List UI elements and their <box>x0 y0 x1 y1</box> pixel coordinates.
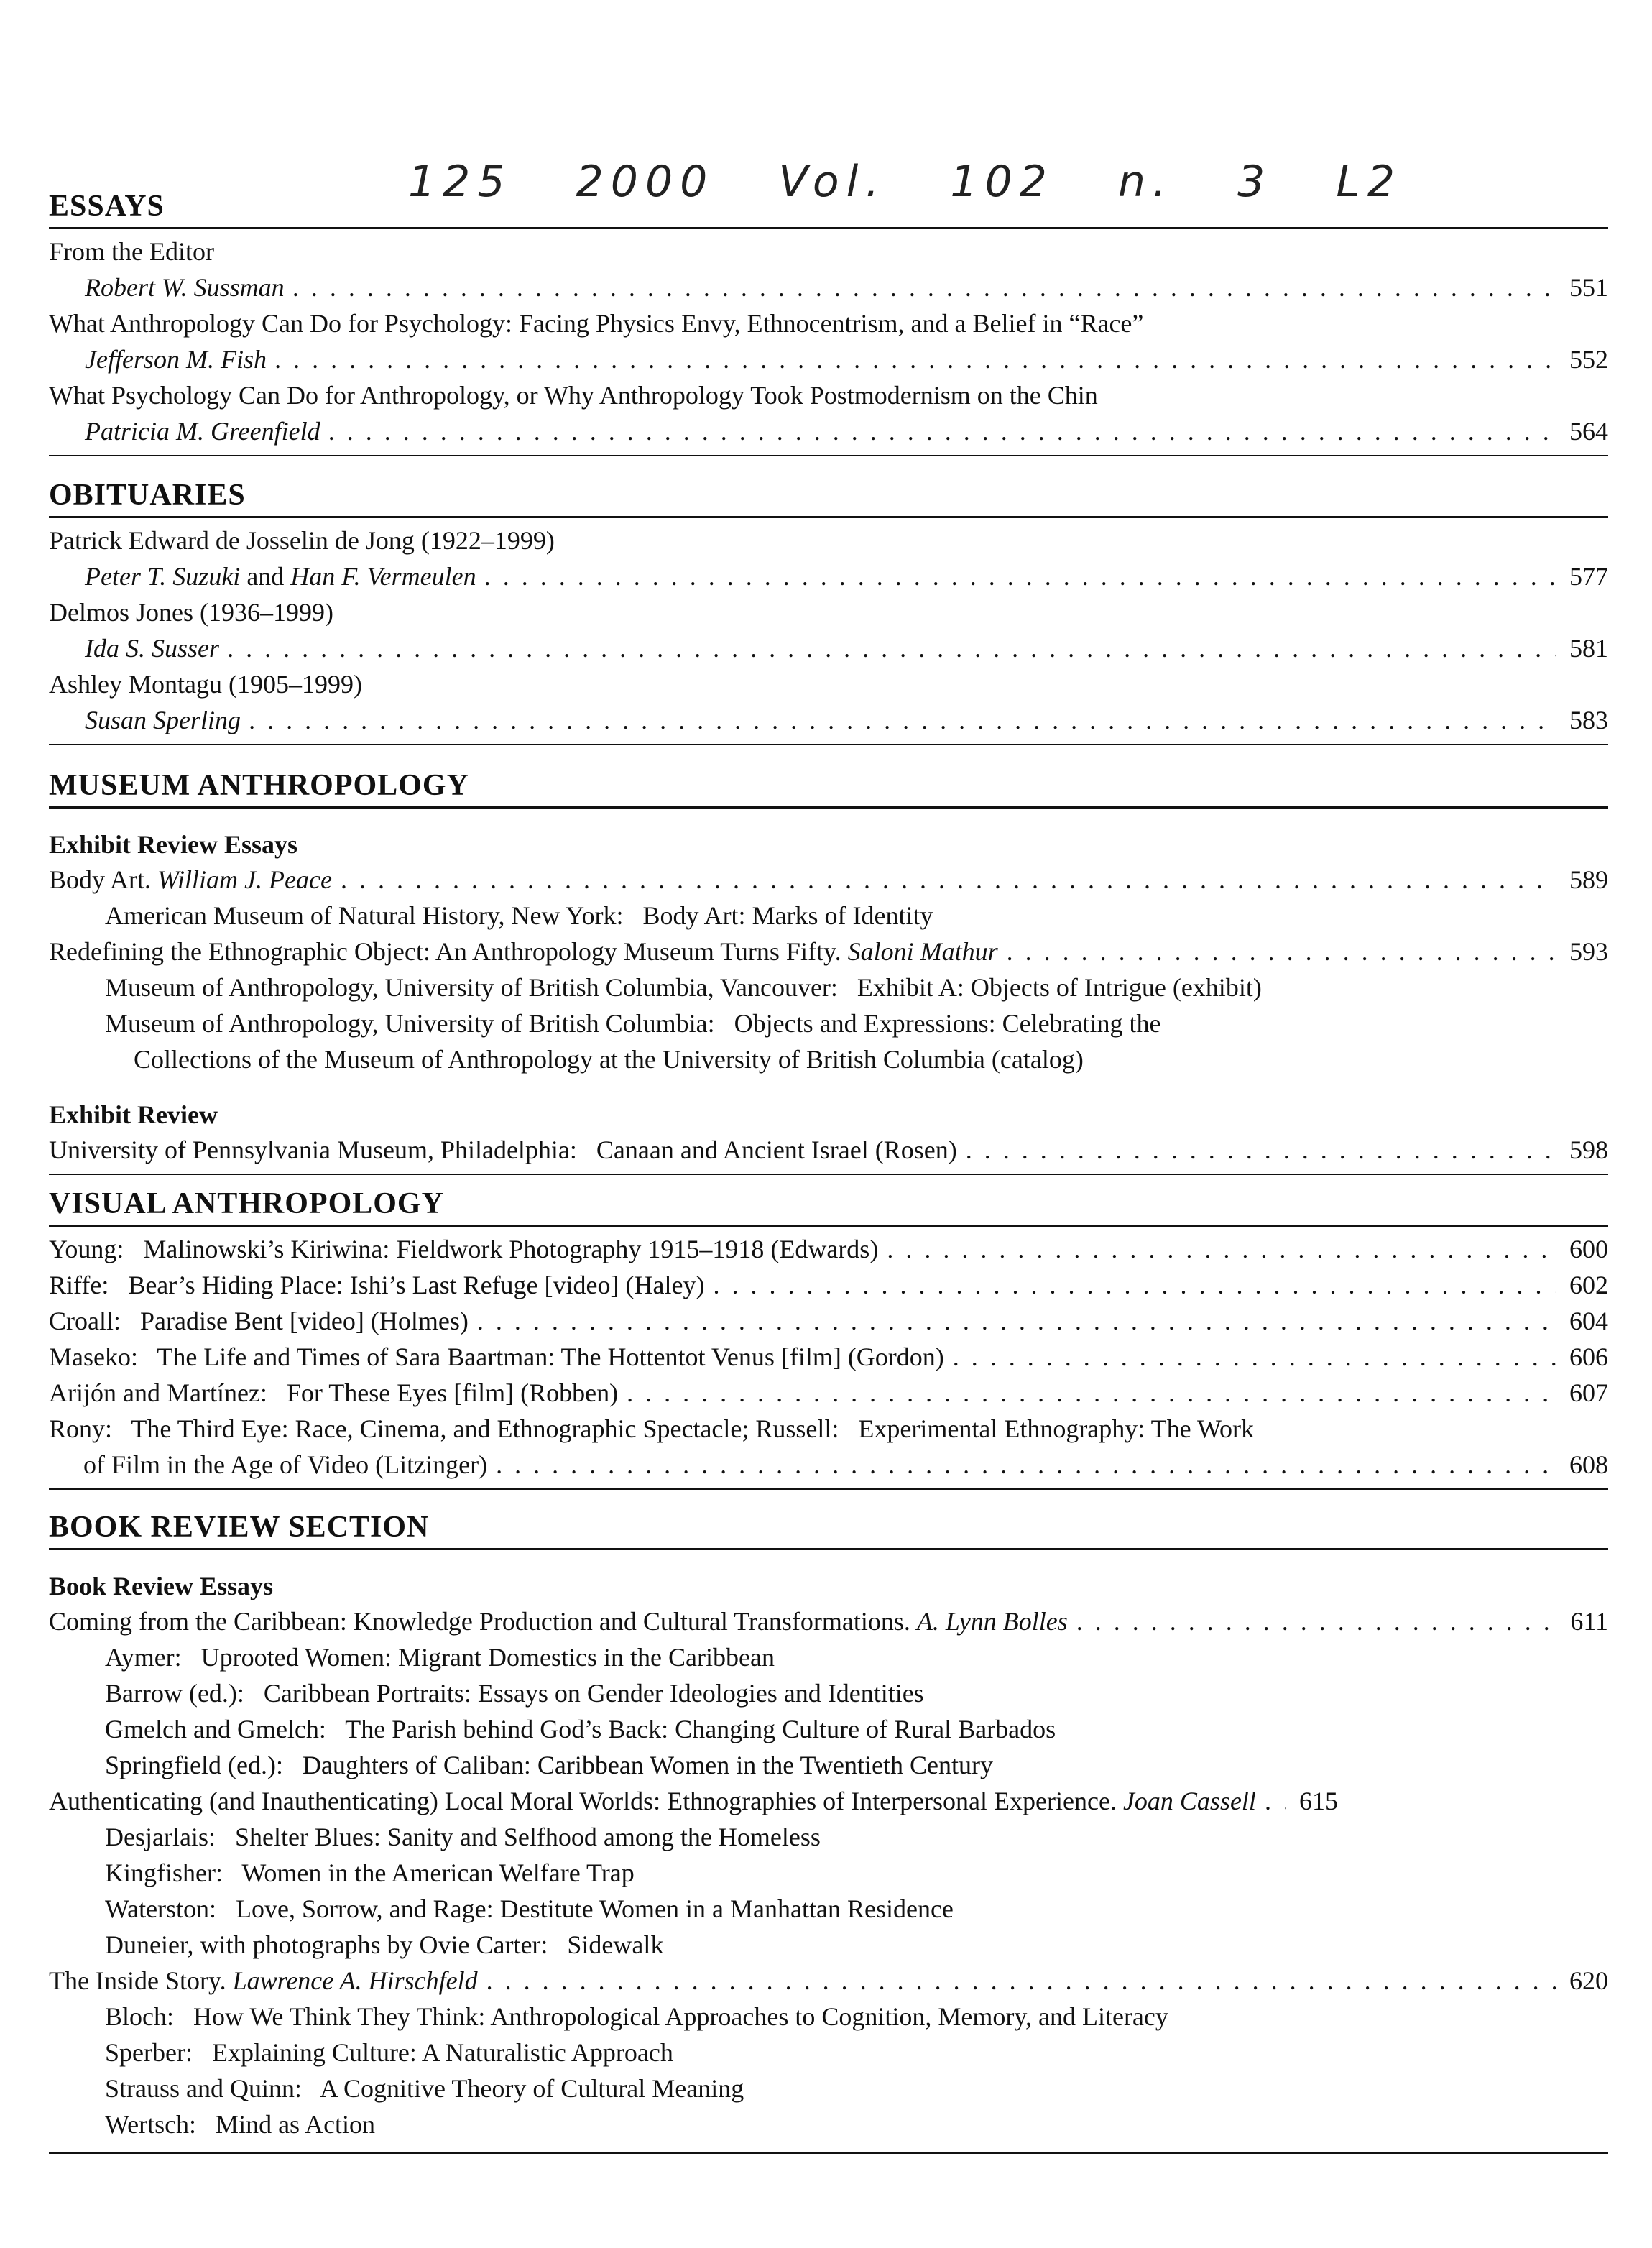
leader-dots <box>1007 934 1556 969</box>
page-number: 552 <box>1569 345 1608 374</box>
book-review-section <box>49 1509 1608 2154</box>
obituary-author-row <box>49 630 1608 666</box>
review-entry-row <box>49 1339 1608 1375</box>
essay-title: From the Editor <box>49 237 214 266</box>
review-detail: American Museum of Natural History, New York: Body Art: Marks of Identity <box>105 901 933 930</box>
subsection-heading: Exhibit Review <box>49 1100 218 1129</box>
visual-anthropology-section <box>49 1186 1608 1490</box>
page-number: 602 <box>1569 1271 1608 1299</box>
handwritten-note: 125 2000 Vol. 102 n. 3 L2 <box>408 157 1403 207</box>
section-heading: MUSEUM ANTHROPOLOGY <box>49 768 1608 809</box>
review-entry-row <box>49 1375 1608 1411</box>
obituary-author: Susan Sperling <box>85 706 241 734</box>
review-entry-row <box>49 1303 1608 1339</box>
section-rule <box>49 744 1608 745</box>
obituary-title: Ashley Montagu (1905–1999) <box>49 670 362 699</box>
review-essay-author: Joan Cassell <box>1122 1787 1256 1815</box>
review-entry-row <box>49 1267 1608 1303</box>
review-title: Arijón and Martínez: For These Eyes [film] (Robben) <box>49 1378 619 1407</box>
review-title: Maseko: The Life and Times of Sara Baartman: The Hottentot Venus [film] (Gordon) <box>49 1342 944 1371</box>
leader-dots <box>485 558 1556 594</box>
museum-anthropology-section <box>49 768 1608 1175</box>
review-essay-row <box>49 1783 1608 1819</box>
review-title: Body Art. <box>49 865 152 894</box>
obituary-author-row <box>49 702 1608 738</box>
essay-title: What Anthropology Can Do for Psychology: Facing Physics Envy, Ethnocentrism, and a Belief in “Race” <box>49 309 1144 338</box>
review-essay-title: Coming from the Caribbean: Knowledge Production and Cultural Transformations. <box>49 1607 910 1636</box>
reviewed-book: Gmelch and Gmelch: The Parish behind God’s Back: Changing Culture of Rural Barbados <box>105 1715 1056 1743</box>
review-title: Riffe: Bear’s Hiding Place: Ishi’s Last Refuge [video] (Haley) <box>49 1271 705 1299</box>
leader-dots <box>887 1231 1556 1267</box>
reviewed-book: Strauss and Quinn: A Cognitive Theory of Cultural Meaning <box>105 2074 744 2103</box>
review-entry <box>49 934 998 969</box>
reviewed-book: Wertsch: Mind as Action <box>105 2110 376 2139</box>
review-title: Croall: Paradise Bent [video] (Holmes) <box>49 1307 469 1335</box>
leader-dots <box>228 630 1556 666</box>
essay-author: Robert W. Sussman <box>85 273 285 302</box>
page-number: 598 <box>1569 1135 1608 1164</box>
leader-dots <box>627 1375 1556 1411</box>
leader-dots <box>341 862 1556 898</box>
essay-author: Jefferson M. Fish <box>85 345 267 374</box>
page-number: 581 <box>1569 634 1608 663</box>
page-number: 620 <box>1569 1966 1608 1995</box>
review-essay-row <box>49 1963 1608 1999</box>
page-number: 564 <box>1569 417 1608 446</box>
reviewed-book: Bloch: How We Think They Think: Anthropological Approaches to Cognition, Memory, and Literacy <box>105 2002 1168 2031</box>
review-title: Young: Malinowski’s Kiriwina: Fieldwork Photography 1915–1918 (Edwards) <box>49 1235 879 1263</box>
section-rule <box>49 455 1608 456</box>
reviewed-book: Duneier, with photographs by Ovie Carter: Sidewalk <box>105 1930 664 1959</box>
review-essay-author: Lawrence A. Hirschfeld <box>232 1966 478 1995</box>
leader-dots <box>1265 1783 1286 1819</box>
page-number: 600 <box>1569 1235 1608 1263</box>
review-entry <box>49 862 332 898</box>
review-entry-row <box>49 1231 1608 1267</box>
reviewed-book: Kingfisher: Women in the American Welfare Trap <box>105 1858 635 1887</box>
section-heading: OBITUARIES <box>49 477 1608 518</box>
obituary-authors <box>85 558 476 594</box>
page-number: 577 <box>1569 562 1608 591</box>
section-heading: VISUAL ANTHROPOLOGY <box>49 1186 1608 1227</box>
page-number: 606 <box>1569 1342 1608 1371</box>
leader-dots <box>329 413 1556 449</box>
obituary-author: Han F. Vermeulen <box>290 562 476 591</box>
review-entry-row <box>49 862 1608 898</box>
essay-author-row <box>49 341 1608 377</box>
review-detail: Museum of Anthropology, University of British Columbia: Objects and Expressions: Celebrating the <box>105 1009 1161 1038</box>
leader-dots <box>966 1132 1556 1168</box>
essay-author-row <box>49 413 1608 449</box>
obituary-title: Delmos Jones (1936–1999) <box>49 598 333 627</box>
obituary-title: Patrick Edward de Josselin de Jong (1922–1999) <box>49 526 555 555</box>
review-author: Saloni Mathur <box>847 937 998 966</box>
obituary-author-row <box>49 558 1608 594</box>
reviewed-book: Waterston: Love, Sorrow, and Rage: Destitute Women in a Manhattan Residence <box>105 1894 954 1923</box>
reviewed-book: Barrow (ed.): Caribbean Portraits: Essays on Gender Ideologies and Identities <box>105 1679 924 1708</box>
leader-dots <box>953 1339 1556 1375</box>
essay-title: What Psychology Can Do for Anthropology, or Why Anthropology Took Postmodernism on the Chin <box>49 381 1098 410</box>
essays-section <box>49 188 1608 456</box>
obituary-author: Ida S. Susser <box>85 634 219 663</box>
page-number: 551 <box>1569 273 1608 302</box>
review-essay <box>49 1783 1256 1819</box>
review-title: Rony: The Third Eye: Race, Cinema, and Ethnographic Spectacle; Russell: Experimental Ethnography: The Work <box>49 1414 1255 1443</box>
review-essay <box>49 1603 1068 1639</box>
review-author: William J. Peace <box>157 865 332 894</box>
page-number: 593 <box>1569 937 1608 966</box>
leader-dots <box>486 1963 1556 1999</box>
subsection-heading: Book Review Essays <box>49 1572 274 1600</box>
obituaries-section <box>49 477 1608 745</box>
page-number: 589 <box>1569 865 1608 894</box>
reviewed-book: Sperber: Explaining Culture: A Naturalistic Approach <box>105 2038 673 2067</box>
review-detail: Collections of the Museum of Anthropology at the University of British Columbia (catalog) <box>134 1045 1084 1074</box>
essay-author: Patricia M. Greenfield <box>85 417 320 446</box>
page-number: 604 <box>1569 1307 1608 1335</box>
review-title-continued: of Film in the Age of Video (Litzinger) <box>83 1450 488 1479</box>
review-essay-author: A. Lynn Bolles <box>916 1607 1068 1636</box>
leader-dots <box>275 341 1556 377</box>
leader-dots <box>477 1303 1556 1339</box>
essay-author-row <box>49 270 1608 305</box>
page-number: 607 <box>1569 1378 1608 1407</box>
section-heading: BOOK REVIEW SECTION <box>49 1509 1608 1550</box>
author-joiner: and <box>246 562 285 591</box>
review-essay-row <box>49 1603 1608 1639</box>
leader-dots <box>293 270 1556 305</box>
page-number: 611 <box>1570 1607 1608 1636</box>
leader-dots <box>713 1267 1556 1303</box>
section-rule <box>49 2152 1608 2154</box>
leader-dots <box>496 1447 1556 1483</box>
review-detail: Museum of Anthropology, University of British Columbia, Vancouver: Exhibit A: Objects of Intrigue (exhibit) <box>105 973 1262 1002</box>
page-number: 583 <box>1569 706 1608 734</box>
review-entry-row <box>49 934 1608 969</box>
reviewed-book: Springfield (ed.): Daughters of Caliban: Caribbean Women in the Twentieth Century <box>105 1751 993 1779</box>
leader-dots <box>1076 1603 1556 1639</box>
section-heading: ESSAYS <box>49 188 1608 229</box>
subsection-heading: Exhibit Review Essays <box>49 830 298 859</box>
review-title: University of Pennsylvania Museum, Philadelphia: Canaan and Ancient Israel (Rosen) <box>49 1135 957 1164</box>
review-essay-title: Authenticating (and Inauthenticating) Local Moral Worlds: Ethnographies of Interpersonal Experience. <box>49 1787 1117 1815</box>
table-of-contents-page <box>49 0 1615 2248</box>
page-number: 608 <box>1569 1450 1608 1479</box>
review-title: Redefining the Ethnographic Object: An Anthropology Museum Turns Fifty. <box>49 937 841 966</box>
review-essay-title: The Inside Story. <box>49 1966 226 1995</box>
review-essay <box>49 1963 478 1999</box>
section-rule <box>49 1488 1608 1490</box>
reviewed-book: Aymer: Uprooted Women: Migrant Domestics in the Caribbean <box>105 1643 775 1672</box>
section-rule <box>49 1174 1608 1175</box>
leader-dots <box>249 702 1556 738</box>
obituary-author: Peter T. Suzuki <box>85 562 241 591</box>
review-entry-row <box>49 1447 1608 1483</box>
review-entry-row <box>49 1132 1608 1168</box>
page-number: 615 <box>1298 1787 1338 1815</box>
reviewed-book: Desjarlais: Shelter Blues: Sanity and Selfhood among the Homeless <box>105 1823 821 1851</box>
